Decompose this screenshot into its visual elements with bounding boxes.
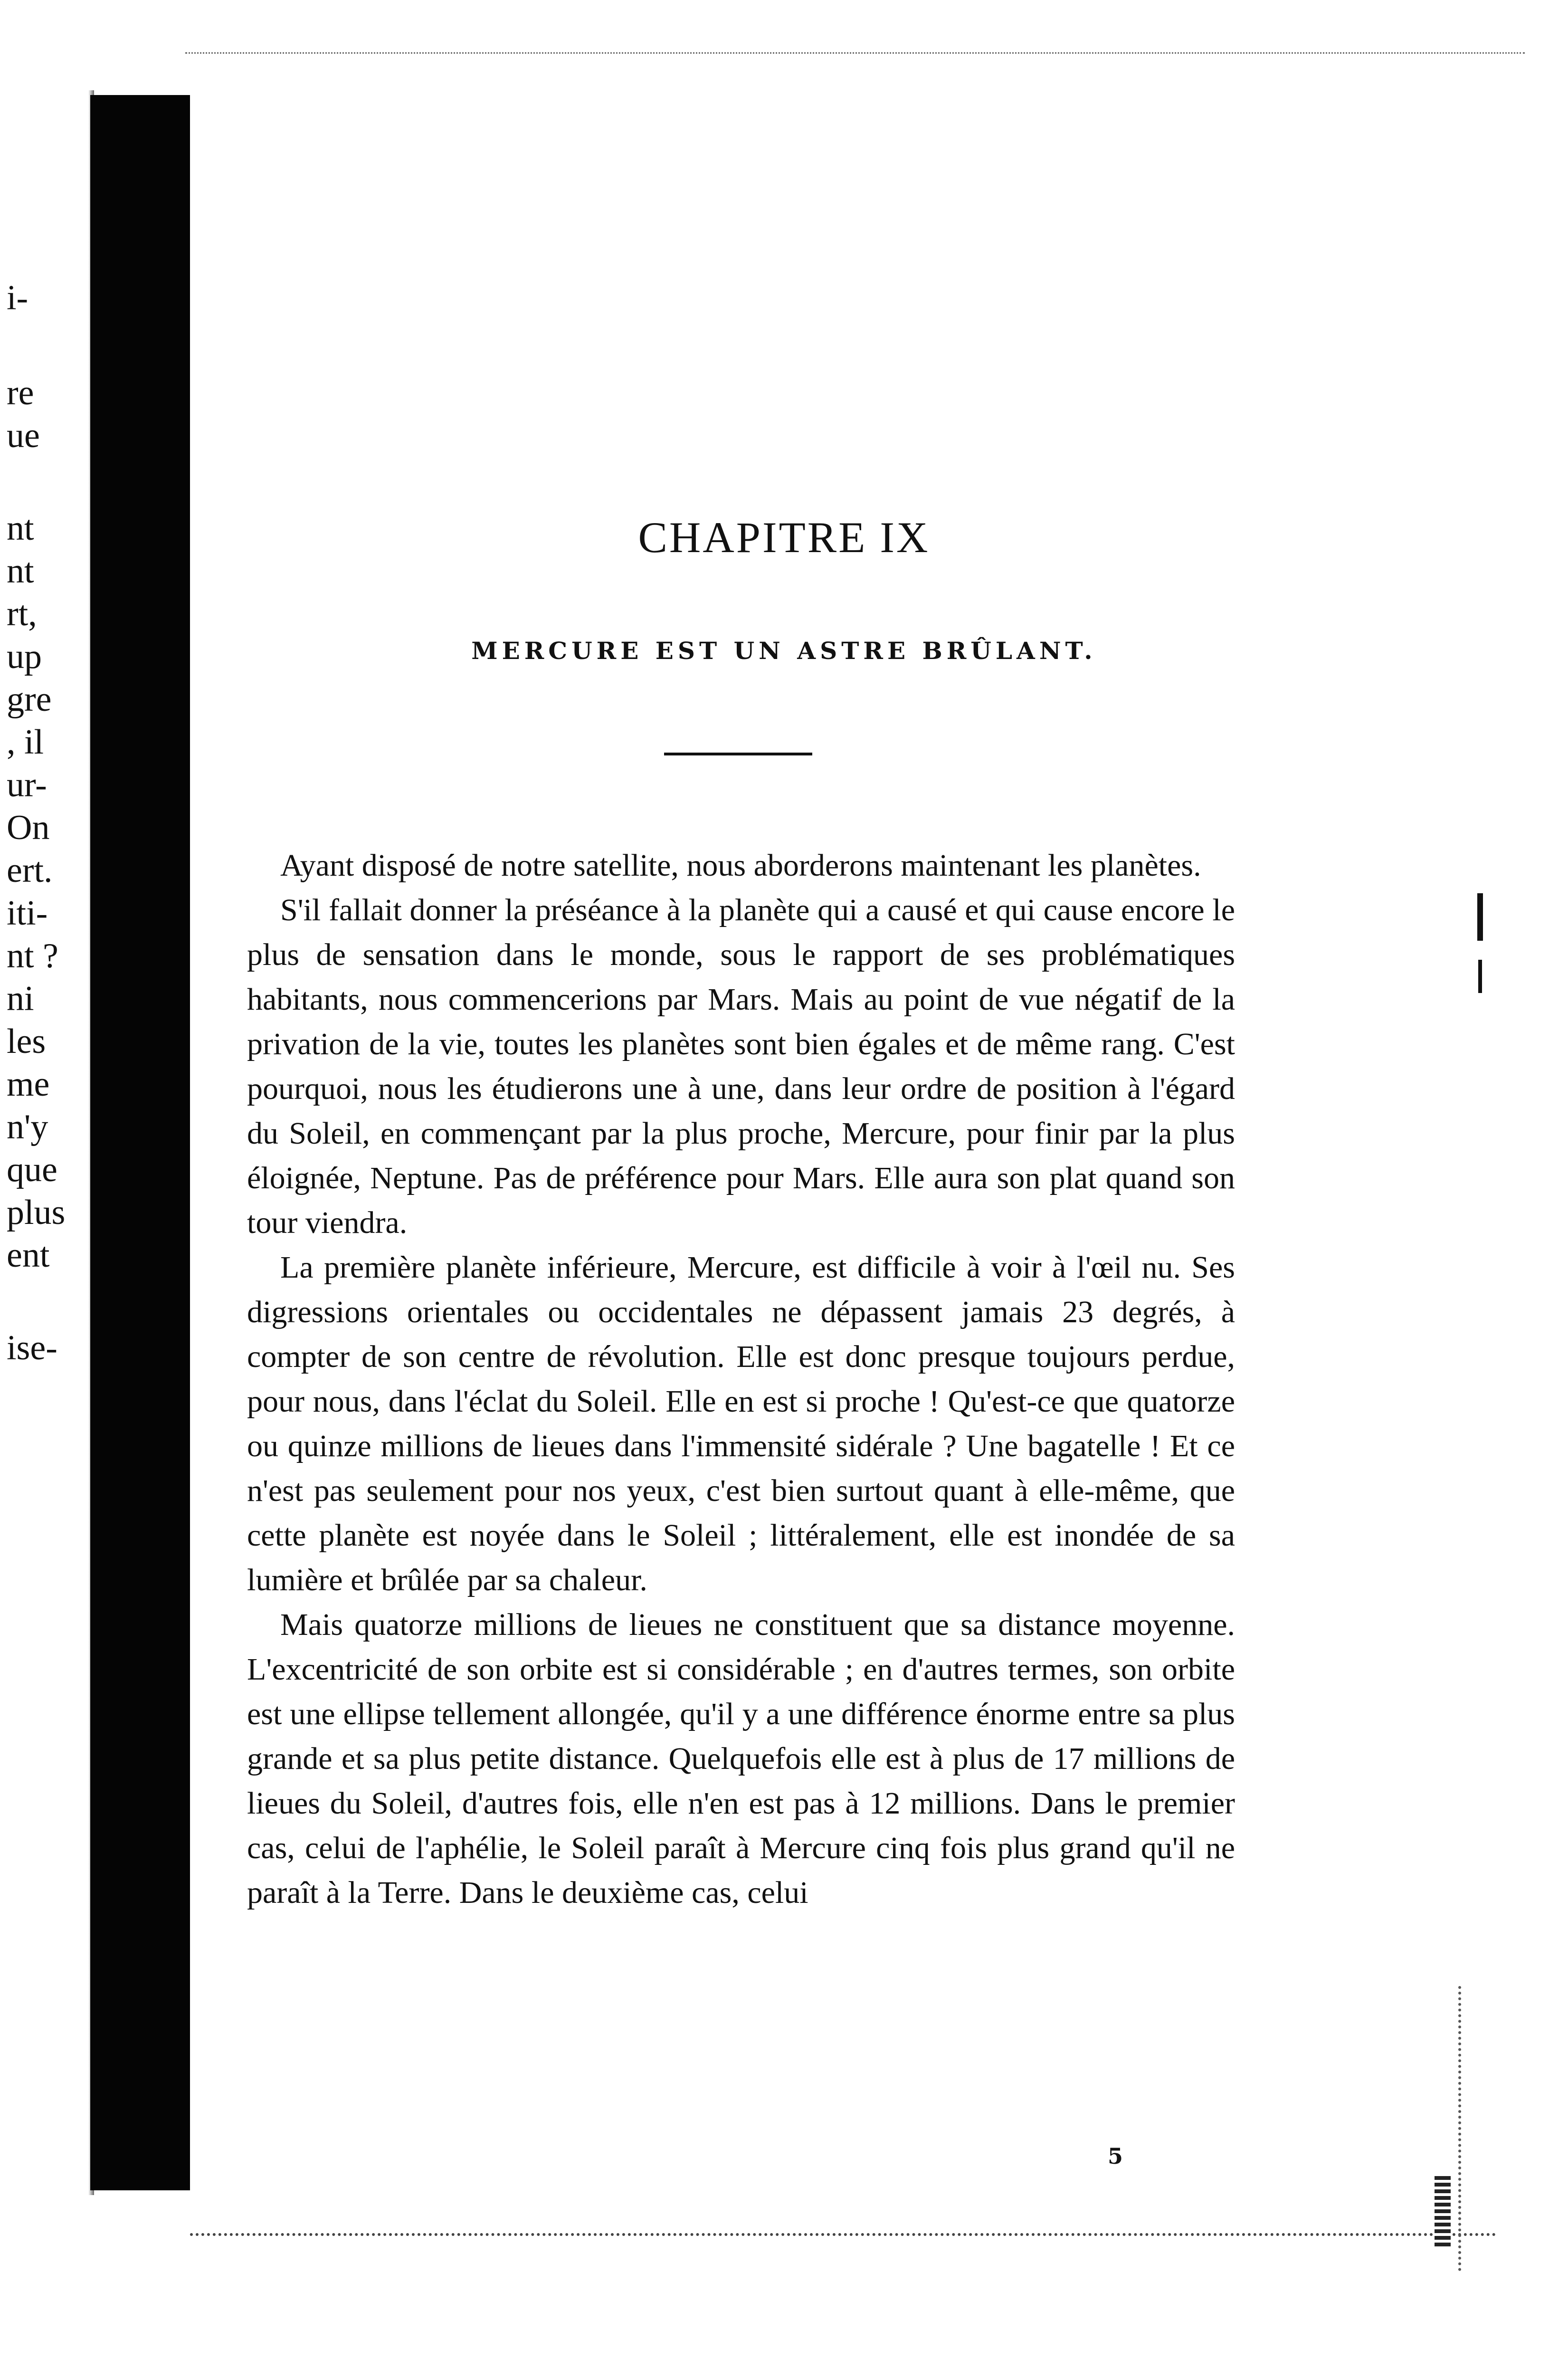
facing-page-fragment: ur- — [7, 765, 47, 804]
facing-page-fragment: n'y — [7, 1108, 48, 1146]
facing-page-fragment: ent — [7, 1236, 50, 1275]
facing-page-fragments — [0, 0, 90, 2359]
margin-marks — [1477, 893, 1484, 998]
page-edge-top — [185, 52, 1525, 54]
facing-page-fragment: nt — [7, 509, 34, 548]
binding-gutter — [90, 95, 190, 2190]
paragraph: La première planète inférieure, Mercure, est difficile à voir à l'œil nu. Ses digressions orientales ou occidentales ne dépassent jamais 23 degrés, à compter de son centre de révolution. Elle est donc presque toujours perdue, pour nous, dans l'éclat du Soleil. Elle en est si proche ! Qu'est-ce que quatorze ou quinze millions de lieues dans l'immensité sidérale ? Une bagatelle ! Et ce n'est pas seulement pour nos yeux, c'est bien surtout quant à elle-même, que cette planète est noyée dans le Soleil ; littéralement, elle est inondée de sa lumière et brûlée par sa chaleur. — [247, 1250, 1235, 1597]
chapter-title: CHAPITRE IX — [638, 513, 930, 562]
facing-page-fragment: re — [7, 373, 34, 412]
facing-page-fragment: iti- — [7, 894, 48, 933]
facing-page-fragment: ise- — [7, 1328, 57, 1367]
facing-page-fragment: que — [7, 1150, 57, 1189]
facing-page-fragment: les — [7, 1022, 46, 1061]
margin-mark — [1477, 893, 1483, 941]
facing-page-fragment: gre — [7, 680, 52, 719]
body-text — [247, 843, 1235, 1915]
paragraph: Ayant disposé de notre satellite, nous aborderons maintenant les planètes. — [280, 848, 1201, 883]
facing-page-fragment: plus — [7, 1193, 66, 1232]
chapter-subtitle: MERCURE EST UN ASTRE BRÛLANT. — [471, 637, 1097, 665]
facing-page-fragment: ue — [7, 416, 40, 455]
facing-page-fragment: nt ? — [7, 936, 58, 975]
facing-page-fragment: ni — [7, 979, 34, 1018]
page-edge-bottom — [190, 2233, 1496, 2236]
paragraph: Mais quatorze millions de lieues ne constituent que sa distance moyenne. L'excentricité de son orbite est si considérable ; en d'autres termes, son orbite est une ellipse tellement allongée, qu'il y a une différence énorme entre sa plus grande et sa plus petite distance. Quelquefois elle est à plus de 17 millions de lieues du Soleil, d'autres fois, elle n'en est pas à 12 millions. Dans le premier cas, celui de l'aphélie, le Soleil paraît à Mercure cinq fois plus grand qu'il ne paraît à la Terre. Dans le deuxième cas, celui — [247, 1607, 1235, 1910]
facing-page-fragment: On — [7, 808, 50, 847]
paragraph: S'il fallait donner la préséance à la planète qui a causé et qui cause encore le plus de sensation dans le monde, sous le rapport de ses problématiques habitants, nous commencerions par Mars. Mais au point de vue négatif de la privation de la vie, toutes les planètes sont bien égales et de même rang. C'est pourquoi, nous les étudierons une à une, dans leur ordre de position à l'égard du Soleil, en commençant par la plus proche, Mercure, pour finir par la plus éloignée, Neptune. Pas de préférence pour Mars. Elle aura son plat quand son tour viendra. — [247, 893, 1235, 1240]
facing-page-fragment: i- — [7, 278, 29, 317]
facing-page-fragment: nt — [7, 552, 34, 591]
page-corner-mark — [1435, 2176, 1451, 2247]
facing-page-fragment: , il — [7, 723, 44, 762]
facing-page-fragment: rt, — [7, 594, 37, 633]
margin-mark — [1478, 960, 1482, 993]
facing-page-fragment: me — [7, 1065, 50, 1104]
facing-page-fragment: ert. — [7, 851, 53, 890]
section-rule — [664, 753, 812, 755]
page-edge-right — [1458, 1986, 1461, 2271]
page-number: 5 — [1108, 2143, 1123, 2169]
facing-page-fragment: up — [7, 637, 42, 676]
